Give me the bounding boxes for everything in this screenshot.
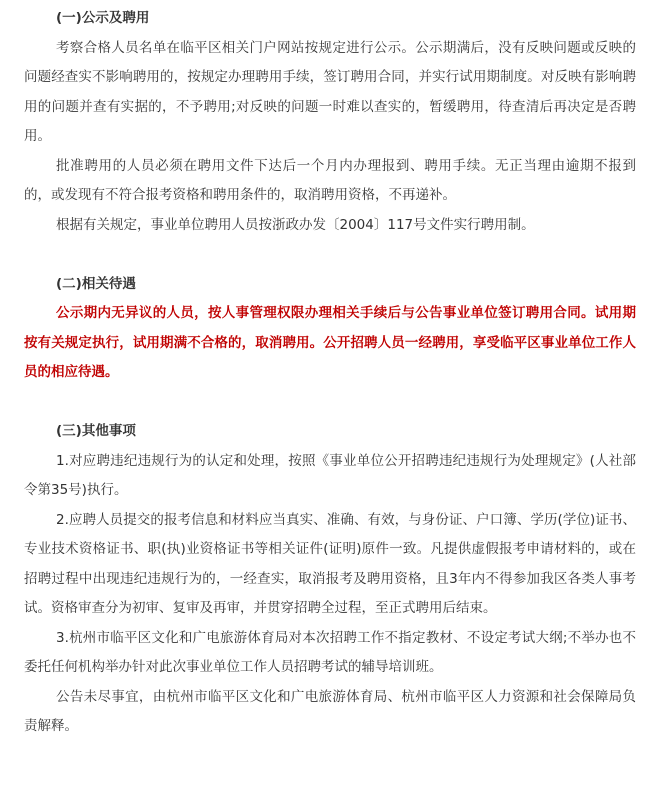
paragraph-no-training-courses: 3.杭州市临平区文化和广电旅游体育局对本次招聘工作不指定教材、不设定考试大纲;不举办也不委托任何机构举办针对此次事业单位工作人员招聘考试的辅导培训班。 [24,629,636,675]
paragraph-benefits-highlight: 公示期内无异议的人员，按人事管理权限办理相关手续后与公告事业单位签订聘用合同。试用期按有关规定执行，试用期满不合格的，取消聘用。公开招聘人员一经聘用，享受临平区事业单位工作人员的相应待遇。 [24,305,636,380]
section-spacer [24,240,636,270]
paragraph-interpretation: 公告未尽事宜，由杭州市临平区文化和广电旅游体育局、杭州市临平区人力资源和社会保障局负责解释。 [24,688,636,734]
paragraph-employment-system: 根据有关规定，事业单位聘用人员按浙政办发〔2004〕117号文件实行聘用制。 [56,216,535,233]
paragraph-violation-handling: 1.对应聘违纪违规行为的认定和处理，按照《事业单位公开招聘违纪违规行为处理规定》(人社部令第35号)执行。 [24,452,636,498]
paragraph-reporting-deadline: 批准聘用的人员必须在聘用文件下达后一个月内办理报到、聘用手续。无正当理由逾期不报到的，或发现有不符合报考资格和聘用条件的，取消聘用资格，不再递补。 [24,157,636,203]
section-heading-publicity-and-employment: (一)公示及聘用 [56,10,150,26]
section-heading-related-benefits: (二)相关待遇 [56,275,136,292]
section-spacer [24,388,636,418]
paragraph-application-materials: 2.应聘人员提交的报考信息和材料应当真实、准确、有效，与身份证、户口簿、学历(学位)证书、专业技术资格证书、职(执)业资格证书等相关证件(证明)原件一致。凡提供虚假报考申请材料的，或在招聘过程中出现违纪违规行为的，一经查实，取消报考及聘用资格，且3年内不得参加我区各类人事考试。资格审查分为初审、复审及再审，并贯穿招聘全过程，至正式聘用后结束。 [24,511,636,616]
section-heading-other-matters: (三)其他事项 [56,423,136,439]
paragraph-publicity-rules: 考察合格人员名单在临平区相关门户网站按规定进行公示。公示期满后，没有反映问题或反映的问题经查实不影响聘用的，按规定办理聘用手续，签订聘用合同，并实行试用期制度。对反映有影响聘用的问题并查有实据的，不予聘用;对反映的问题一时难以查实的，暂缓聘用，待查清后再决定是否聘用。 [24,39,636,144]
